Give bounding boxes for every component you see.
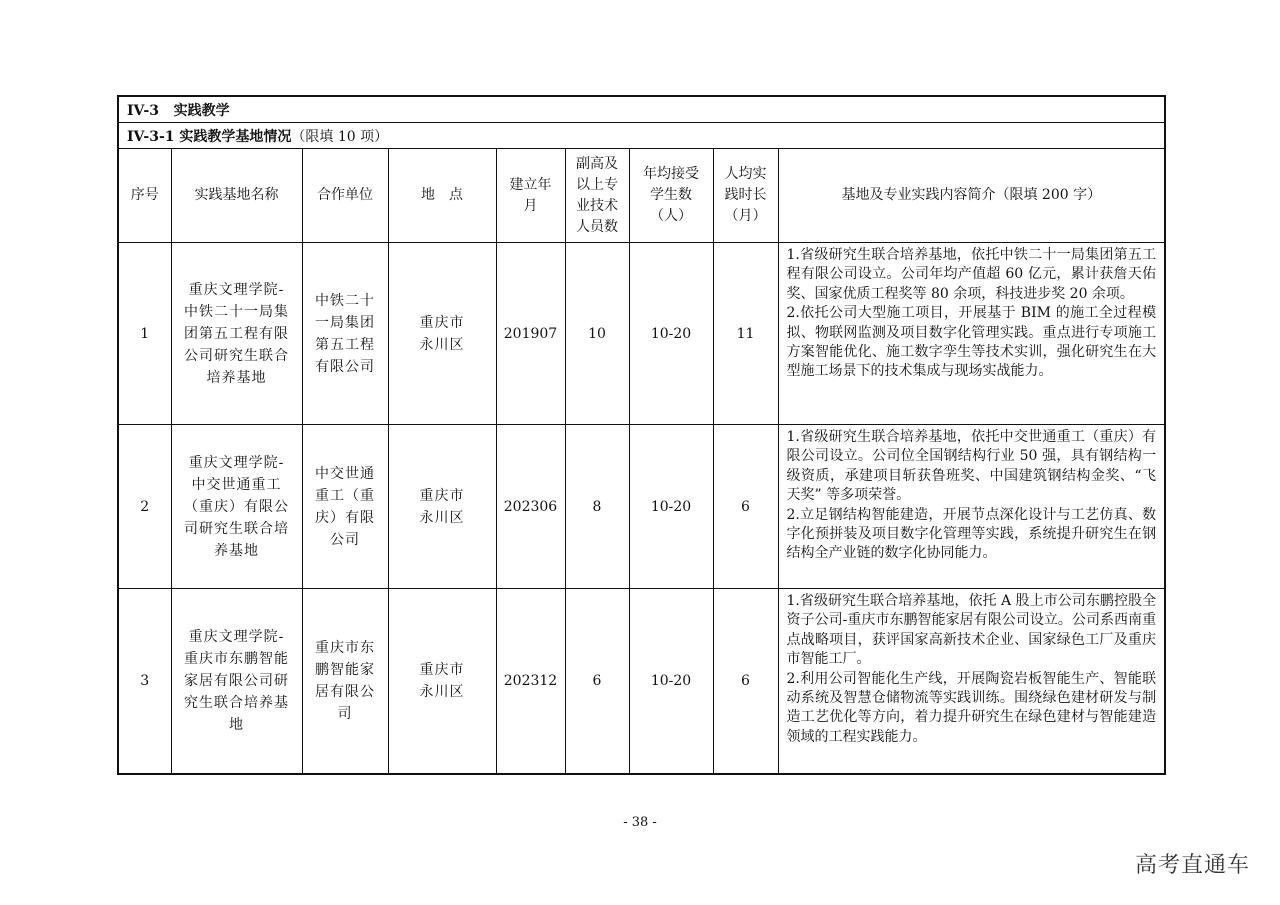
cell-location: 重庆市永川区 — [388, 243, 496, 425]
header-no: 序号 — [118, 149, 171, 243]
cell-summary — [778, 589, 1165, 775]
cell-partner: 中铁二十一局集团第五工程有限公司 — [302, 243, 388, 425]
cell-students: 10-20 — [629, 425, 713, 589]
cell-established: 202312 — [496, 589, 565, 775]
cell-senior-staff: 8 — [565, 425, 629, 589]
subsection-row — [118, 123, 1165, 149]
cell-base-name: 重庆文理学院-中交世通重工（重庆）有限公司研究生联合培养基地 — [171, 425, 302, 589]
table-row — [118, 425, 1165, 589]
table-row — [118, 243, 1165, 425]
cell-base-name: 重庆文理学院-重庆市东鹏智能家居有限公司研究生联合培养基地 — [171, 589, 302, 775]
cell-base-name: 重庆文理学院-中铁二十一局集团第五工程有限公司研究生联合培养基地 — [171, 243, 302, 425]
subsection-title — [118, 123, 1165, 149]
section-name: 实践教学 — [173, 102, 230, 119]
header-location: 地 点 — [388, 149, 496, 243]
subsection-note: （限填 10 项） — [291, 128, 389, 145]
summary-point-1: 1.省级研究生联合培养基地，依托 A 股上市公司东鹏控股全资子公司-重庆市东鹏智能家居有限公司设立。公司系西南重点战略项目，获评国家高新技术企业、国家绿色工厂及重庆市智能工厂。 — [786, 593, 1157, 668]
subsection-code: IV-3-1 — [127, 128, 175, 145]
cell-senior-staff: 10 — [565, 243, 629, 425]
cell-location: 重庆市永川区 — [388, 589, 496, 775]
header-students: 年均接受学生数（人） — [629, 149, 713, 243]
cell-summary — [778, 243, 1165, 425]
cell-no: 1 — [118, 243, 171, 425]
watermark-text: 高考直通车 — [1134, 853, 1250, 878]
header-partner: 合作单位 — [302, 149, 388, 243]
header-senior-staff: 副高及以上专业技术人员数 — [565, 149, 629, 243]
header-duration: 人均实践时长（月） — [713, 149, 778, 243]
table-row — [118, 589, 1165, 775]
header-row — [118, 149, 1165, 243]
header-base-name: 实践基地名称 — [171, 149, 302, 243]
cell-senior-staff: 6 — [565, 589, 629, 775]
section-row — [118, 96, 1165, 123]
summary-point-2: 2.立足钢结构智能建造，开展节点深化设计与工艺仿真、数字化预拼装及项目数字化管理等实践，系统提升研究生在钢结构全产业链的数字化协同能力。 — [786, 506, 1157, 562]
section-title — [118, 96, 1165, 123]
section-code: IV-3 — [127, 102, 159, 119]
summary-point-2: 2.依托公司大型施工项目，开展基于 BIM 的施工全过程模拟、物联网监测及项目数字化管理实践。重点进行专项施工方案智能优化、施工数字孪生等技术实训，强化研究生在大型施工场景下的技术集成与现场实战能力。 — [786, 305, 1157, 380]
cell-location: 重庆市永川区 — [388, 425, 496, 589]
page-number: - 38 - — [623, 815, 657, 830]
cell-established: 201907 — [496, 243, 565, 425]
summary-point-2: 2.利用公司智能化生产线，开展陶瓷岩板智能生产、智能联动系统及智慧仓储物流等实践训练。围绕绿色建材研发与制造工艺优化等方向，着力提升研究生在绿色建材与智能建造领域的工程实践能力。 — [786, 670, 1157, 745]
summary-point-1: 1.省级研究生联合培养基地，依托中交世通重工（重庆）有限公司设立。公司位全国钢结构行业 50 强，具有钢结构一级资质，承建项目斩获鲁班奖、中国建筑钢结构金奖、“飞天奖” 等多项荣誉。 — [786, 429, 1157, 504]
header-established: 建立年月 — [496, 149, 565, 243]
cell-duration: 11 — [713, 243, 778, 425]
cell-duration: 6 — [713, 425, 778, 589]
cell-no: 3 — [118, 589, 171, 775]
cell-duration: 6 — [713, 589, 778, 775]
cell-students: 10-20 — [629, 589, 713, 775]
subsection-name: 实践教学基地情况 — [179, 128, 292, 145]
cell-partner: 中交世通重工（重庆）有限公司 — [302, 425, 388, 589]
cell-established: 202306 — [496, 425, 565, 589]
cell-students: 10-20 — [629, 243, 713, 425]
summary-point-1: 1.省级研究生联合培养基地，依托中铁二十一局集团第五工程有限公司设立。公司年均产值超 60 亿元，累计获詹天佑奖、国家优质工程奖等 80 余项，科技进步奖 20 余项。 — [786, 247, 1157, 302]
cell-no: 2 — [118, 425, 171, 589]
cell-summary — [778, 425, 1165, 589]
practice-base-table — [117, 95, 1166, 775]
header-summary: 基地及专业实践内容简介（限填 200 字） — [778, 149, 1165, 243]
cell-partner: 重庆市东鹏智能家居有限公司 — [302, 589, 388, 775]
